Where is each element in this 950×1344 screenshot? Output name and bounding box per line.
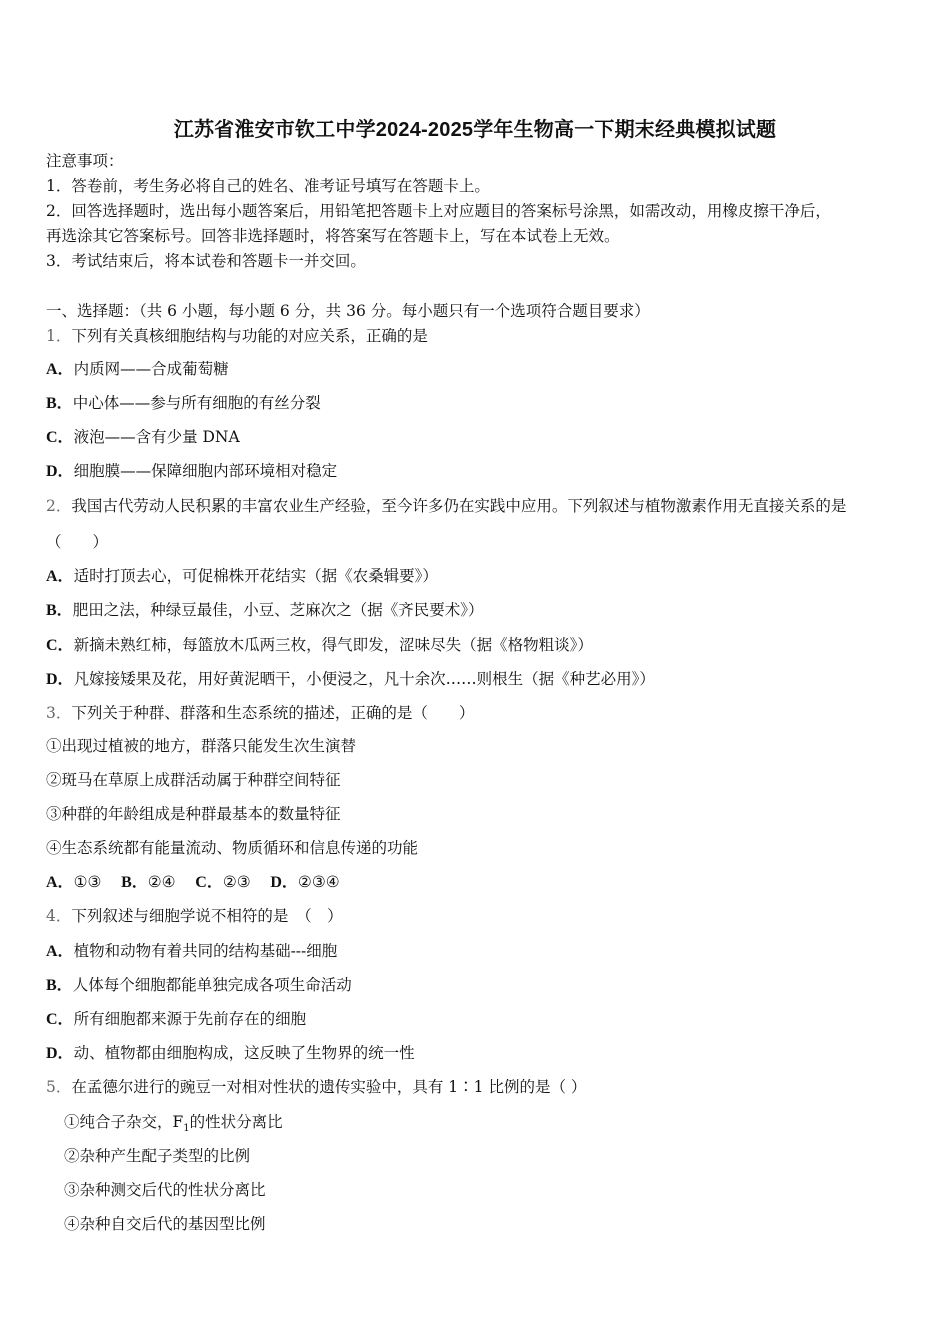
q1-option-c[interactable] <box>46 427 240 448</box>
option-label: C． <box>46 1011 74 1028</box>
q4-option-b[interactable] <box>46 975 352 996</box>
question-text: 在孟德尔进行的豌豆一对相对性状的遗传实验中，具有 1∶1 比例的是（ ） <box>71 1078 587 1096</box>
q2-option-c[interactable] <box>46 635 593 656</box>
option-text: 中心体——参与所有细胞的有丝分裂 <box>72 394 321 412</box>
option-text: 植物和动物有着共同的结构基础---细胞 <box>73 942 338 960</box>
notice-item-1: 1．答卷前，考生务必将自己的姓名、准考证号填写在答题卡上。 <box>46 177 490 195</box>
question-2-paren: （ ） <box>46 533 109 551</box>
question-number: 5． <box>46 1078 72 1096</box>
statement-text: 的性状分离比 <box>189 1113 283 1131</box>
option-label: B． <box>121 874 148 891</box>
option-text: ①③ <box>73 873 102 891</box>
option-text: 凡嫁接矮果及花，用好黄泥晒干，小便浸之，凡十余次……则根生（据《种艺必用》） <box>73 670 655 688</box>
q1-option-b[interactable] <box>46 393 321 414</box>
q2-option-b[interactable] <box>46 600 483 621</box>
option-label: B． <box>46 395 73 412</box>
option-label: C． <box>46 637 74 654</box>
option-label: A． <box>46 568 74 585</box>
option-label: D． <box>46 1045 74 1062</box>
option-label: A． <box>46 361 74 378</box>
question-3-stem <box>46 703 474 723</box>
option-label: A． <box>46 874 74 891</box>
q4-option-a[interactable] <box>46 941 337 962</box>
question-text: 我国古代劳动人民积累的丰富农业生产经验，至今许多仍在实践中应用。下列叙述与植物激素作用无直接关系的是 <box>71 497 847 515</box>
option-text: 人体每个细胞都能单独完成各项生命活动 <box>72 976 352 994</box>
subscript: 1 <box>183 1123 190 1135</box>
option-text: 所有细胞都来源于先前存在的细胞 <box>73 1010 307 1028</box>
option-text: 细胞膜——保障细胞内部环境相对稳定 <box>73 462 338 480</box>
option-label: D． <box>46 463 74 480</box>
notice-item-2: 2．回答选择题时，选出每小题答案后，用铅笔把答题卡上对应题目的答案标号涂黑，如需改动，用橡皮擦干净后， <box>46 202 831 220</box>
question-text: 下列有关真核细胞结构与功能的对应关系，正确的是 <box>71 327 428 345</box>
option-label: C． <box>195 874 223 891</box>
option-text: ②③ <box>222 873 251 891</box>
option-text: ②④ <box>147 873 176 891</box>
q4-option-d[interactable] <box>46 1043 415 1064</box>
question-number: 1． <box>46 327 72 345</box>
question-2-stem <box>46 496 846 516</box>
question-number: 3． <box>46 704 72 722</box>
option-text: 适时打顶去心，可促棉株开花结实（据《农桑辑要》） <box>73 567 438 585</box>
q1-option-a[interactable] <box>46 359 229 380</box>
q5-statement-3: ③杂种测交后代的性状分离比 <box>64 1181 266 1199</box>
notice-heading: 注意事项： <box>46 152 124 170</box>
option-text: ②③④ <box>297 873 340 891</box>
q2-option-d[interactable] <box>46 669 655 690</box>
section-heading: 一、选择题：（共 6 小题，每小题 6 分，共 36 分。每小题只有一个选项符合题目要求） <box>46 302 650 320</box>
q3-option-d[interactable] <box>270 873 339 891</box>
option-text: 肥田之法，种绿豆最佳，小豆、芝麻次之（据《齐民要术》） <box>72 601 484 619</box>
question-1-stem <box>46 326 428 346</box>
option-label: A． <box>46 943 74 960</box>
statement-text: ①纯合子杂交，F <box>64 1113 184 1131</box>
option-text: 内质网——合成葡萄糖 <box>73 360 229 378</box>
question-4-stem <box>46 906 343 926</box>
exam-title: 江苏省淮安市钦工中学2024-2025学年生物高一下期末经典模拟试题 <box>173 119 777 141</box>
option-label: B． <box>46 602 73 619</box>
q1-option-d[interactable] <box>46 461 337 482</box>
option-text: 新摘未熟红柿，每篮放木瓜两三枚，得气即发，涩味尽失（据《格物粗谈》） <box>73 636 593 654</box>
q5-statement-2: ②杂种产生配子类型的比例 <box>64 1147 251 1165</box>
q3-option-c[interactable] <box>195 873 250 891</box>
question-number: 4． <box>46 907 72 925</box>
option-label: C． <box>46 429 74 446</box>
q4-option-c[interactable] <box>46 1009 306 1030</box>
question-number: 2． <box>46 497 72 515</box>
q2-option-a[interactable] <box>46 566 438 587</box>
question-5-stem <box>46 1077 586 1097</box>
q3-option-b[interactable] <box>121 873 175 891</box>
q3-statement-3: ③种群的年龄组成是种群最基本的数量特征 <box>46 805 341 823</box>
notice-item-2-cont: 再选涂其它答案标号。回答非选择题时，将答案写在答题卡上，写在本试卷上无效。 <box>46 227 620 245</box>
q3-statement-1: ①出现过植被的地方，群落只能发生次生演替 <box>46 737 357 755</box>
q3-options <box>46 872 340 893</box>
question-text: 下列关于种群、群落和生态系统的描述，正确的是（ ） <box>71 704 475 722</box>
q3-statement-4: ④生态系统都有能量流动、物质循环和信息传递的功能 <box>46 839 419 857</box>
notice-item-3: 3．考试结束后，将本试卷和答题卡一并交回。 <box>46 252 366 270</box>
q3-statement-2: ②斑马在草原上成群活动属于种群空间特征 <box>46 771 341 789</box>
option-label: D． <box>270 874 298 891</box>
question-text: 下列叙述与细胞学说不相符的是 （ ） <box>71 907 343 925</box>
option-label: D． <box>46 671 74 688</box>
q5-statement-1 <box>64 1112 283 1139</box>
q3-option-a[interactable] <box>46 873 101 891</box>
option-text: 液泡——含有少量 DNA <box>73 428 240 446</box>
option-label: B． <box>46 977 73 994</box>
q5-statement-4: ④杂种自交后代的基因型比例 <box>64 1215 266 1233</box>
option-text: 动、植物都由细胞构成，这反映了生物界的统一性 <box>73 1044 415 1062</box>
